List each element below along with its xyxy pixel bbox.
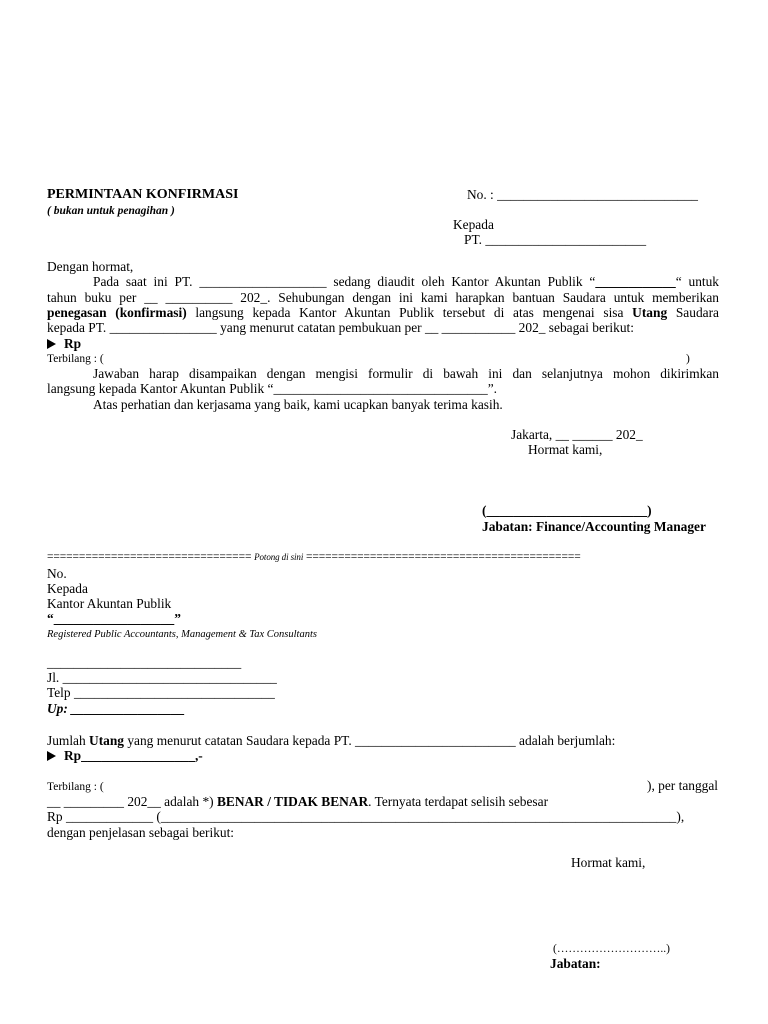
reply-kap-description: Registered Public Accountants, Management & Tax Consultants <box>47 629 317 640</box>
reply-amount-statement <box>47 733 615 749</box>
amount-label: Rp <box>64 336 82 351</box>
reply-blank-line: _____________________________ <box>47 655 242 670</box>
reply-terbilang-close: ), per tanggal <box>647 778 719 793</box>
paragraph-1-line-2: tahun buku per __ __________ 202_. Sehubungan dengan ini kami harapkan bantuan Saudara untuk memberikan <box>47 290 719 305</box>
closing: Hormat kami, <box>528 442 603 457</box>
bold-segment: Utang <box>89 733 124 748</box>
kap-blank: ____________ <box>595 274 676 289</box>
text-segment: Jumlah <box>47 733 90 748</box>
reply-amount-row <box>47 748 203 764</box>
reply-difference-line: Rp _____________ (_____________________________________________________________________________), <box>47 809 685 824</box>
reply-addressee-label: Kepada <box>47 581 88 596</box>
paragraph-3: Atas perhatian dan kerjasama yang baik, kami ucapkan banyak terima kasih. <box>93 397 503 412</box>
bold-segment: penegasan (konfirmasi) <box>47 305 187 320</box>
paragraph-1-line-4: kepada PT. ________________ yang menurut catatan pembukuan per __ ___________ 202_ sebagai berikut: <box>47 320 634 335</box>
terbilang-label: Terbilang : ( <box>47 353 104 365</box>
benar-tidak-benar: BENAR / TIDAK BENAR <box>216 794 369 809</box>
number-field: No. : ______________________________ <box>467 187 698 202</box>
paragraph-2-line-2: langsung kepada Kantor Akuntan Publik “________________________________”. <box>47 381 498 396</box>
bold-segment: Utang <box>632 305 668 320</box>
cut-label: Potong di sini <box>254 552 304 562</box>
text-segment: langsung kepada Kantor Akuntan Publik tersebut di atas mengenai sisa <box>186 305 633 320</box>
reply-signature-line: (………………………..) <box>553 943 670 955</box>
arrow-bullet-icon <box>47 751 56 761</box>
terbilang-close: ) <box>686 353 690 365</box>
text-segment: . Ternyata terdapat selisih sebesar <box>368 794 549 809</box>
text-segment: Saudara <box>667 305 719 320</box>
cut-line-right: =========================================== <box>306 551 581 563</box>
reply-kap: Kantor Akuntan Publik <box>47 596 172 611</box>
addressee-label: Kepada <box>453 217 494 232</box>
text-segment: __ _________ 202__ adalah *) <box>47 794 217 809</box>
document-title: PERMINTAAN KONFIRMASI <box>47 187 239 202</box>
signature-line: (________________________) <box>482 503 652 518</box>
paragraph-2-line-1: Jawaban harap disampaikan dengan mengisi formulir di bawah ini dan selanjutnya mohon dikirimkan <box>93 366 719 381</box>
paragraph-1-line-1 <box>47 274 719 290</box>
amount-row <box>47 336 81 352</box>
reply-signer-position: Jabatan: <box>550 956 601 971</box>
text-segment: Pada saat ini PT. ___________________ sedang diaudit oleh Kantor Akuntan Publik “ <box>93 274 596 289</box>
reply-amount-label: Rp_________________,- <box>64 748 203 763</box>
text-segment: yang menurut catatan Saudara kepada PT. ________________________ adalah berjumlah: <box>124 733 616 748</box>
reply-kap-name: “__________________” <box>47 611 181 626</box>
paragraph-1-line-3 <box>47 305 719 321</box>
cut-line-left: ================================ <box>47 551 252 563</box>
document-subtitle: ( bukan untuk penagihan ) <box>47 205 175 217</box>
reply-closing: Hormat kami, <box>571 855 646 870</box>
reply-phone: Telp ______________________________ <box>47 685 275 700</box>
arrow-bullet-icon <box>47 339 56 349</box>
reply-date-line <box>47 794 548 810</box>
signer-position: Jabatan: Finance/Accounting Manager <box>482 519 706 534</box>
place-date: Jakarta, __ ______ 202_ <box>511 427 643 442</box>
greeting: Dengan hormat, <box>47 259 134 274</box>
reply-attention: Up: _________________ <box>47 701 185 716</box>
reply-address: Jl. ________________________________ <box>47 670 277 685</box>
text-segment: “ untuk <box>675 274 720 289</box>
reply-terbilang-label: Terbilang : ( <box>47 781 104 793</box>
reply-number: No. <box>47 566 67 581</box>
reply-explanation: dengan penjelasan sebagai berikut: <box>47 825 235 840</box>
addressee-company: PT. ________________________ <box>464 232 647 247</box>
cut-line <box>47 549 581 565</box>
